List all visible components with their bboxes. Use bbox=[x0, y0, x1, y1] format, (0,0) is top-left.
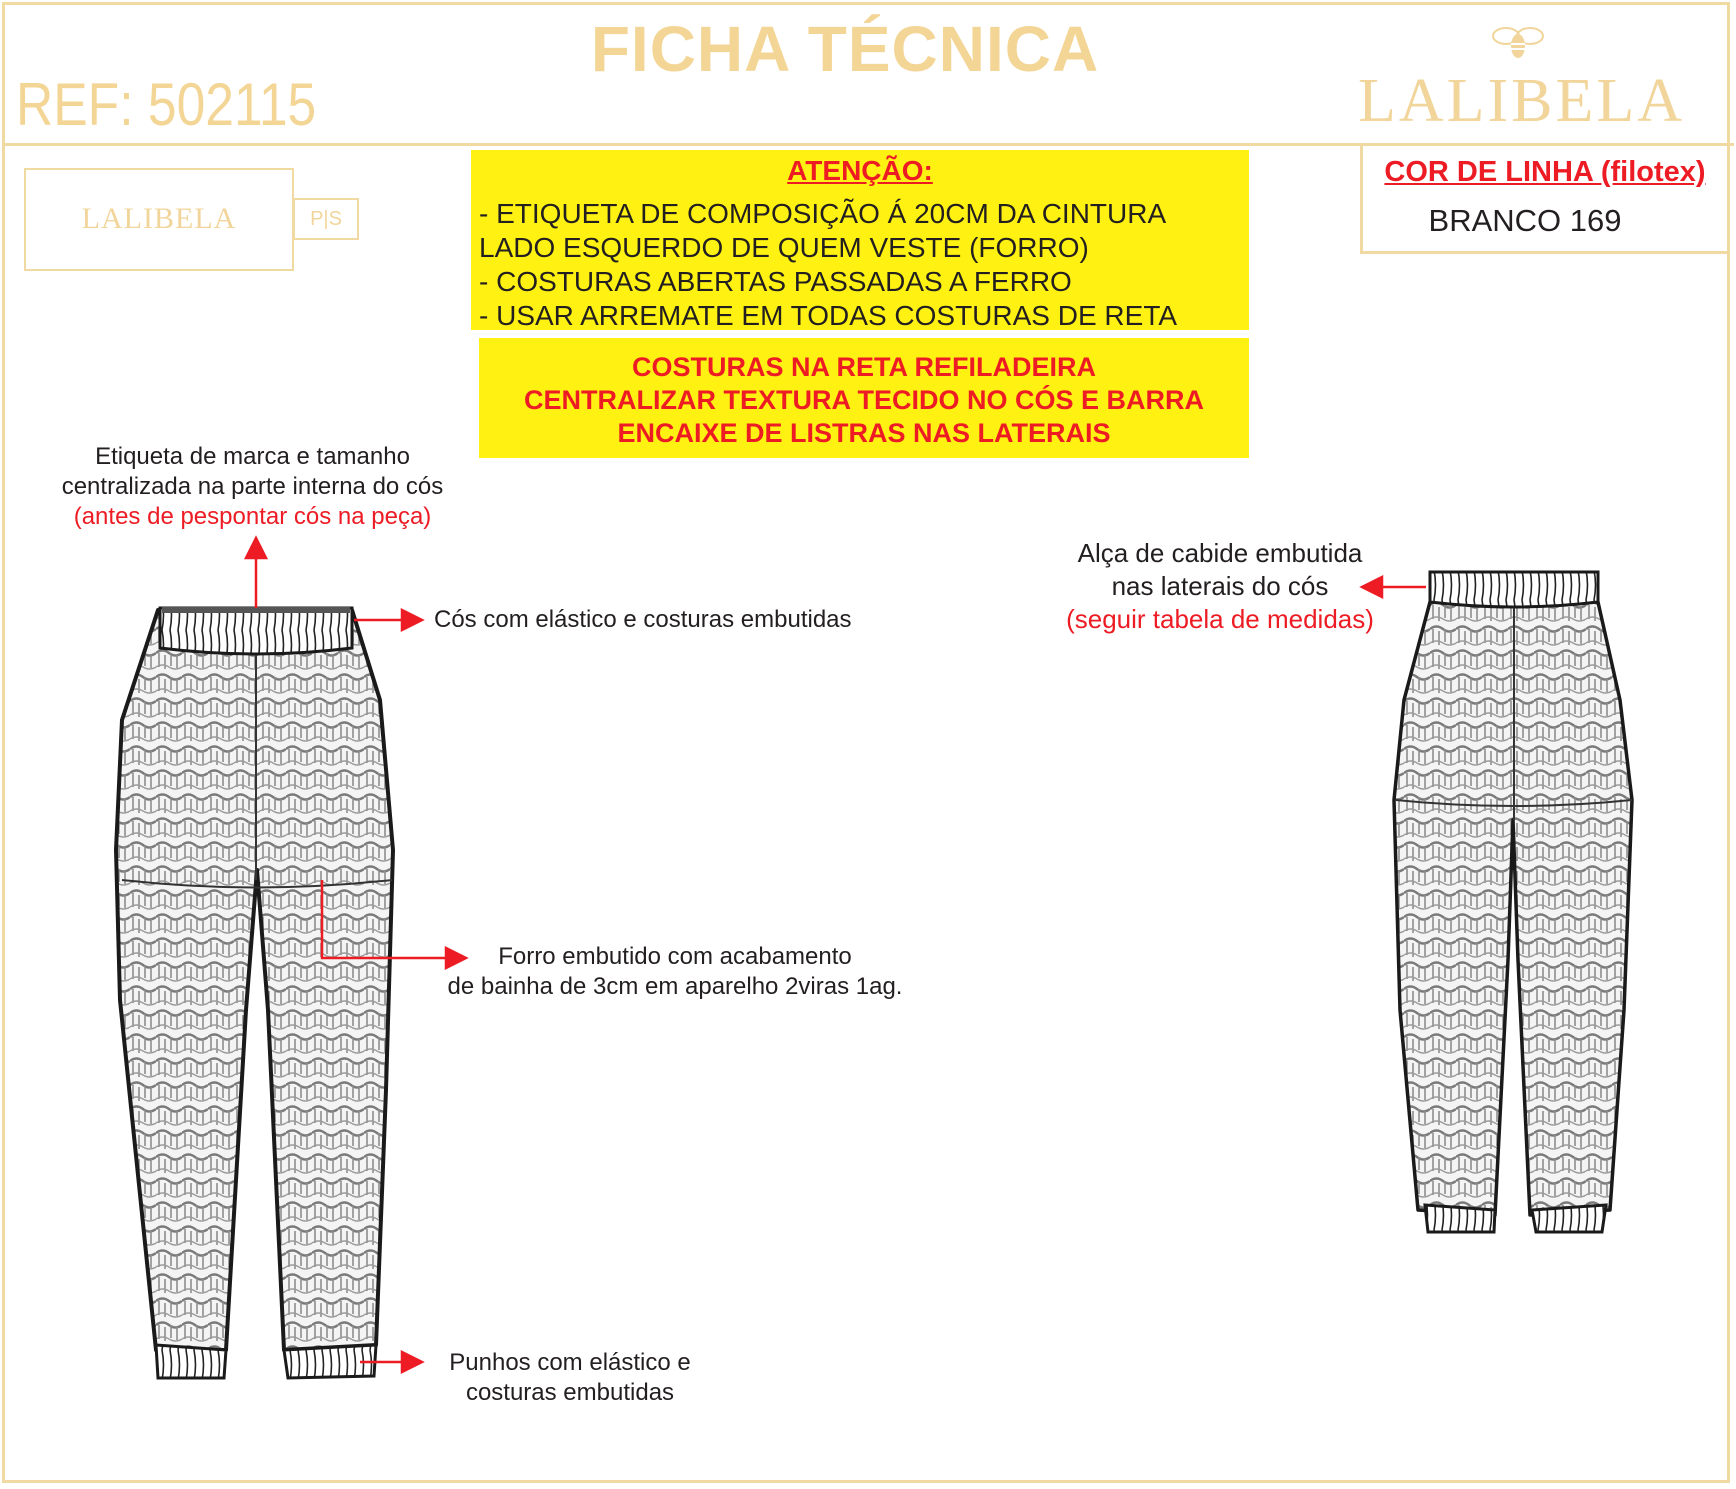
note-line: Alça de cabide embutida bbox=[1077, 538, 1363, 568]
label-brand-text: LALIBELA bbox=[81, 202, 237, 235]
note-line: costuras embutidas bbox=[465, 1379, 675, 1406]
arrow-right-icon bbox=[402, 1352, 422, 1372]
arrow-right-icon bbox=[402, 610, 422, 630]
arrow-up-icon bbox=[246, 538, 266, 558]
front-waistband bbox=[160, 608, 352, 654]
note-line: de bainha de 3cm em aparelho 2viras 1ag. bbox=[447, 973, 903, 1000]
back-left-cuff bbox=[1425, 1205, 1495, 1232]
front-pants-drawing bbox=[116, 608, 393, 1378]
attention-title: ATENÇÃO: bbox=[787, 155, 933, 186]
attention-line: - USAR ARREMATE EM TODAS COSTURAS DE RETA bbox=[479, 300, 1178, 331]
sewing-note: COSTURAS NA RETA REFILADEIRA bbox=[632, 352, 1096, 382]
size-tag: P|S bbox=[293, 198, 359, 240]
note-line: nas laterais do cós bbox=[1111, 571, 1329, 601]
page-title: FICHA TÉCNICA bbox=[590, 13, 1100, 85]
brand-logo: LALIBELA bbox=[1358, 67, 1686, 135]
thread-color-value: BRANCO 169 bbox=[1428, 203, 1622, 238]
note-line: Punhos com elástico e bbox=[449, 1349, 691, 1376]
sewing-note: ENCAIXE DE LISTRAS NAS LATERAIS bbox=[617, 418, 1111, 448]
thread-color-title: COR DE LINHA (filotex) bbox=[1384, 156, 1706, 188]
back-pants-drawing bbox=[1394, 572, 1632, 1232]
attention-line: - ETIQUETA DE COMPOSIÇÃO Á 20CM DA CINTURA bbox=[479, 198, 1167, 229]
arrow-left-icon bbox=[1362, 577, 1382, 597]
front-pants-body bbox=[116, 610, 393, 1350]
reference-code: REF: 502115 bbox=[16, 71, 317, 138]
note-line: Etiqueta de marca e tamanho bbox=[95, 443, 410, 470]
note-line: centralizada na parte interna do cós bbox=[61, 473, 444, 500]
front-left-cuff bbox=[156, 1345, 226, 1378]
note-line: Forro embutido com acabamento bbox=[498, 943, 852, 970]
back-right-cuff bbox=[1532, 1205, 1606, 1232]
sewing-note: CENTRALIZAR TEXTURA TECIDO NO CÓS E BARRA bbox=[524, 385, 1204, 415]
attention-line: - COSTURAS ABERTAS PASSADAS A FERRO bbox=[479, 266, 1072, 297]
callout-arrows bbox=[246, 538, 1426, 1372]
note-line-warning: (seguir tabela de medidas) bbox=[1066, 604, 1374, 634]
arrow-right-icon bbox=[446, 948, 466, 968]
attention-line: LADO ESQUERDO DE QUEM VESTE (FORRO) bbox=[479, 232, 1089, 263]
waistband-note: Cós com elástico e costuras embutidas bbox=[434, 606, 852, 633]
back-waistband bbox=[1430, 572, 1598, 607]
note-line-warning: (antes de pespontar cós na peça) bbox=[73, 503, 432, 530]
